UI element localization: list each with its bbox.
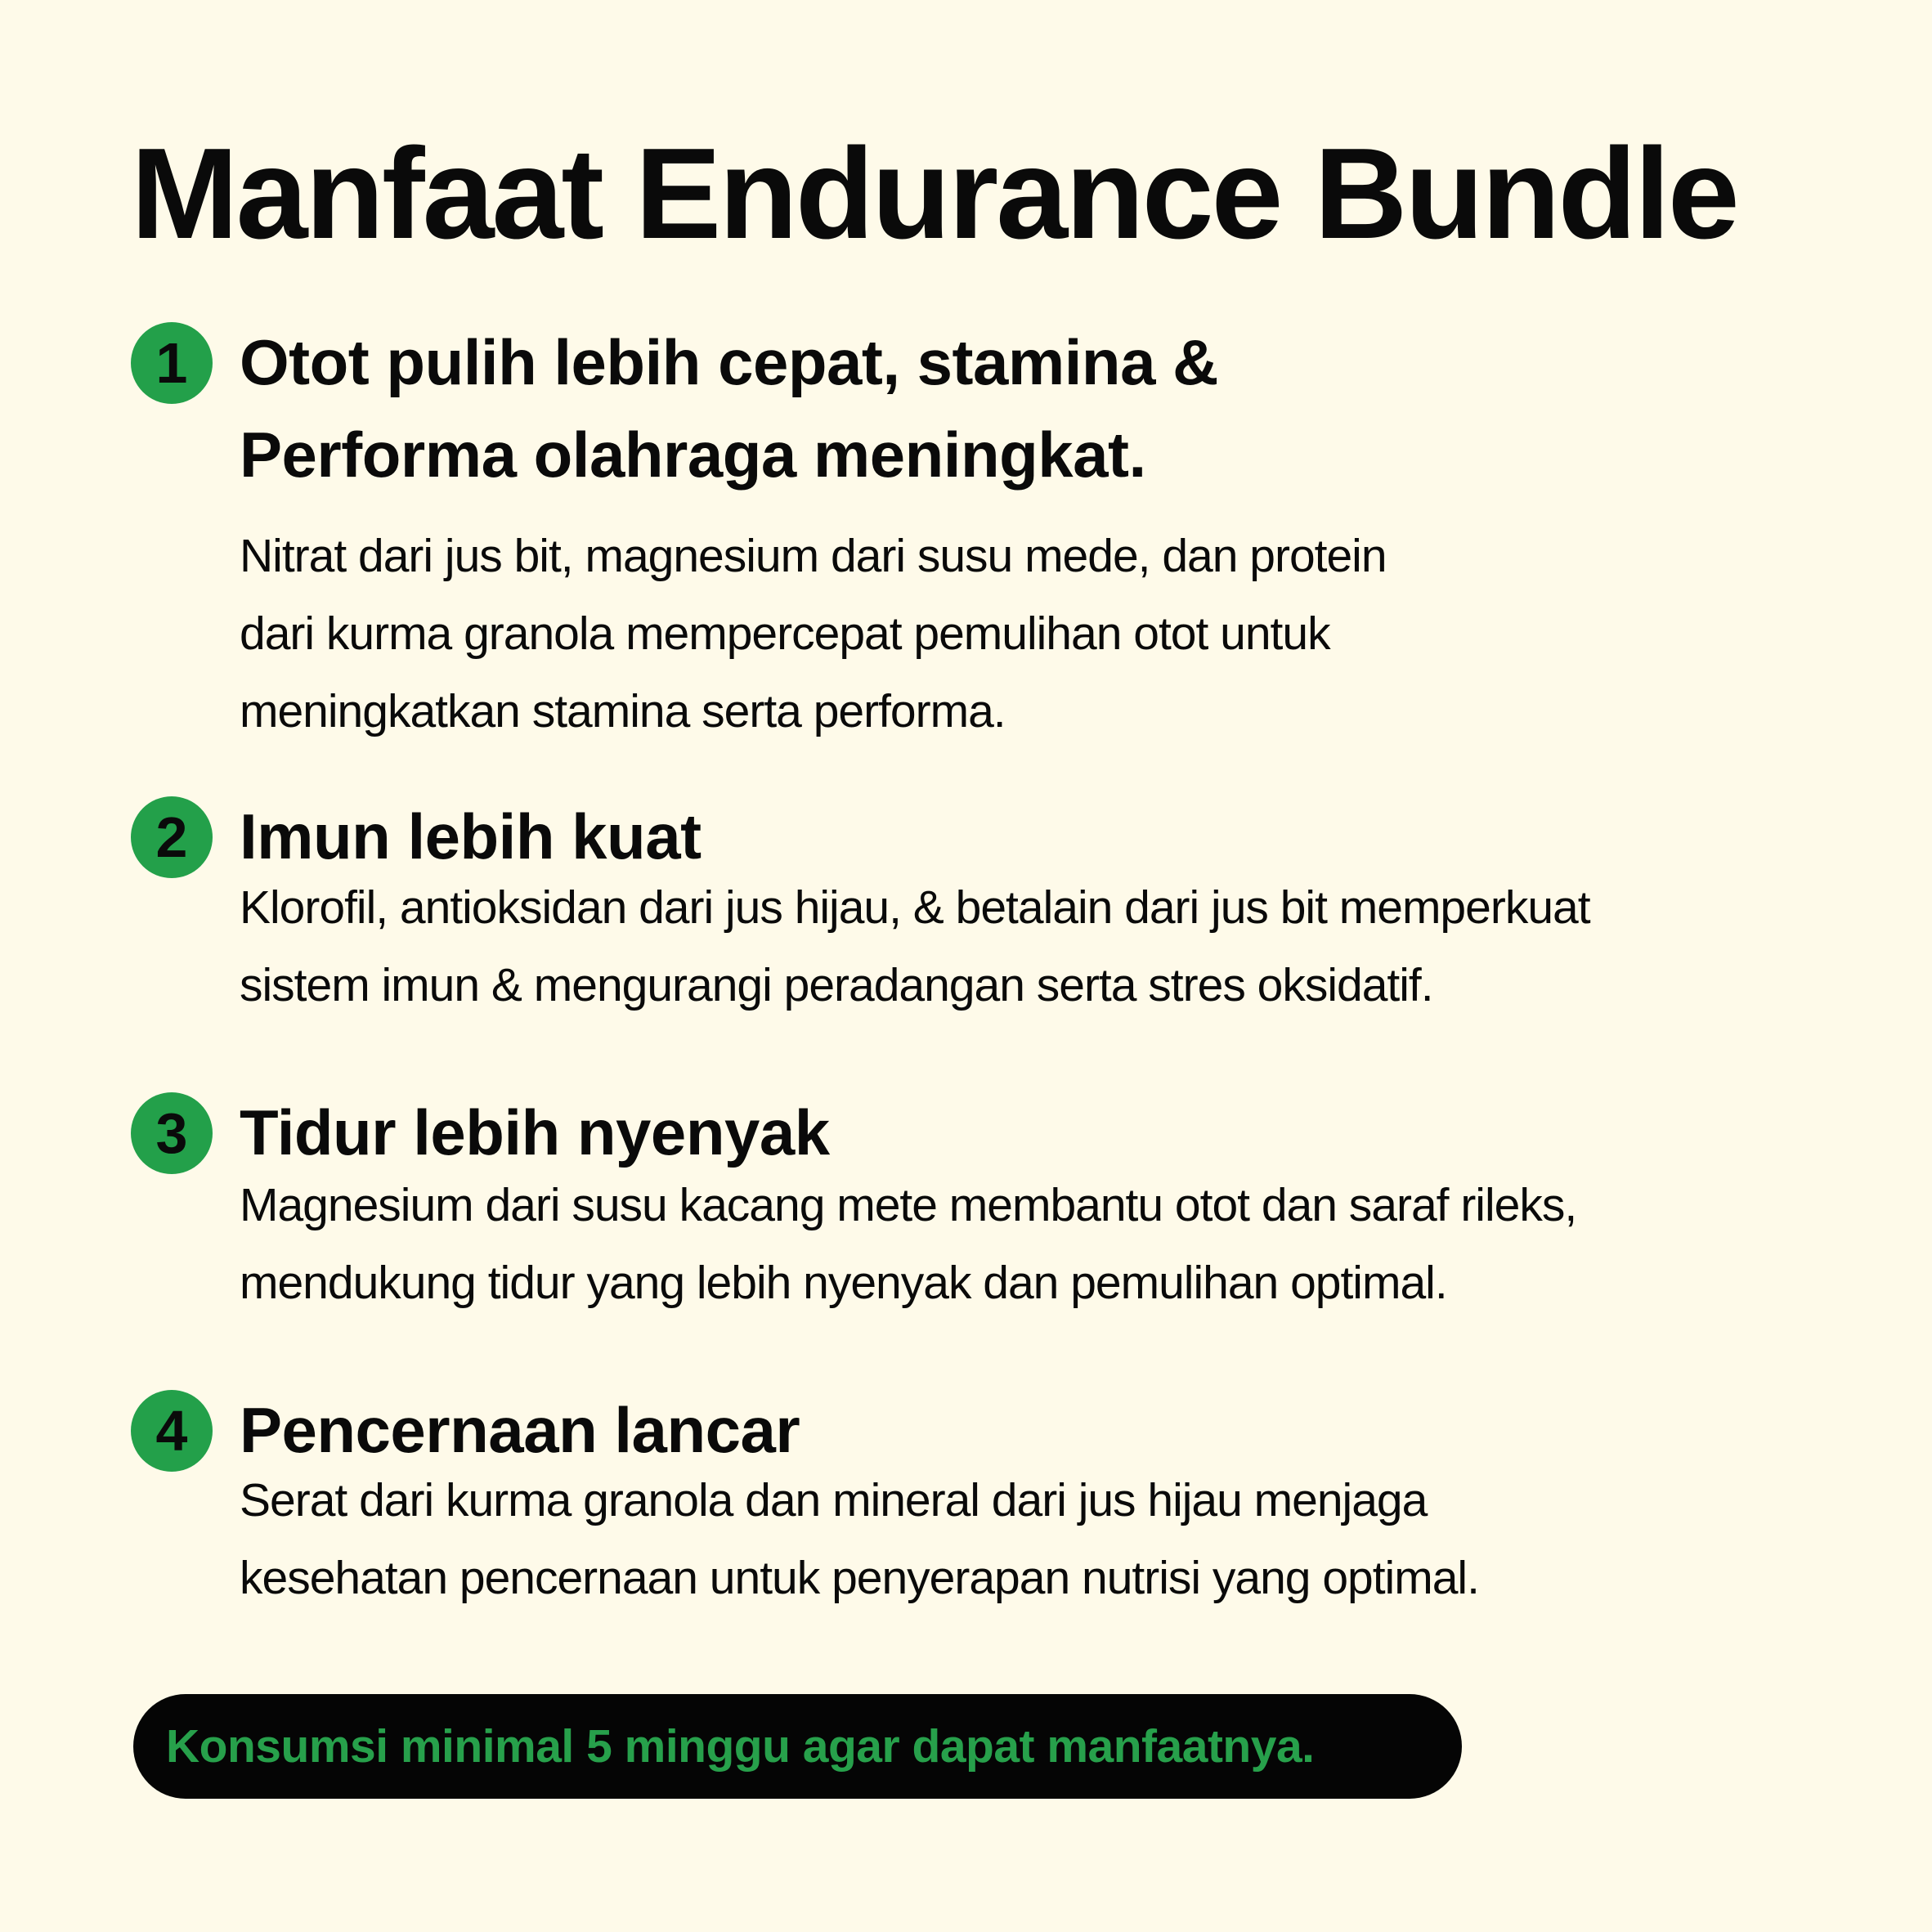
number-badge-2: 2 [131,796,213,878]
number-badge-1: 1 [131,322,213,404]
benefit-description-3-line-2: mendukung tidur yang lebih nyenyak dan pemulihan optimal. [240,1257,1447,1309]
benefit-heading-2-line-1: Imun lebih kuat [240,800,702,872]
benefit-heading-4-line-1: Pencernaan lancar [240,1394,800,1466]
footer-note-pill [133,1694,1462,1799]
benefit-heading-1-line-2: Performa olahraga meningkat. [240,419,1146,491]
benefit-heading-3-line-1: Tidur lebih nyenyak [240,1096,830,1168]
benefit-description-2-line-1: Klorofil, antioksidan dari jus hijau, & betalain dari jus bit memperkuat [240,881,1590,934]
page-title: Manfaat Endurance Bundle [131,122,1737,266]
benefit-description-1-line-1: Nitrat dari jus bit, magnesium dari susu mede, dan protein [240,530,1387,582]
benefit-description-4-line-2: kesehatan pencernaan untuk penyerapan nutrisi yang optimal. [240,1552,1479,1604]
benefit-description-1-line-2: dari kurma granola mempercepat pemulihan otot untuk [240,607,1330,660]
benefit-description-1-line-3: meningkatkan stamina serta performa. [240,685,1006,737]
benefit-description-2 [240,869,1590,1024]
benefit-heading-1 [240,316,1218,501]
benefit-description-4 [240,1462,1479,1617]
benefit-description-3-line-1: Magnesium dari susu kacang mete membantu otot dan saraf rileks, [240,1179,1577,1231]
number-badge-4: 4 [131,1390,213,1472]
benefit-description-2-line-2: sistem imun & mengurangi peradangan serta stres oksidatif. [240,959,1433,1011]
benefit-description-4-line-1: Serat dari kurma granola dan mineral dari jus hijau menjaga [240,1474,1428,1526]
footer-note-text: Konsumsi minimal 5 minggu agar dapat manfaatnya. [166,1720,1315,1773]
benefit-description-1 [240,518,1387,751]
number-badge-3: 3 [131,1092,213,1174]
benefit-description-3 [240,1167,1576,1322]
benefit-heading-1-line-1: Otot pulih lebih cepat, stamina & [240,326,1218,398]
benefit-heading-3 [240,1087,830,1179]
